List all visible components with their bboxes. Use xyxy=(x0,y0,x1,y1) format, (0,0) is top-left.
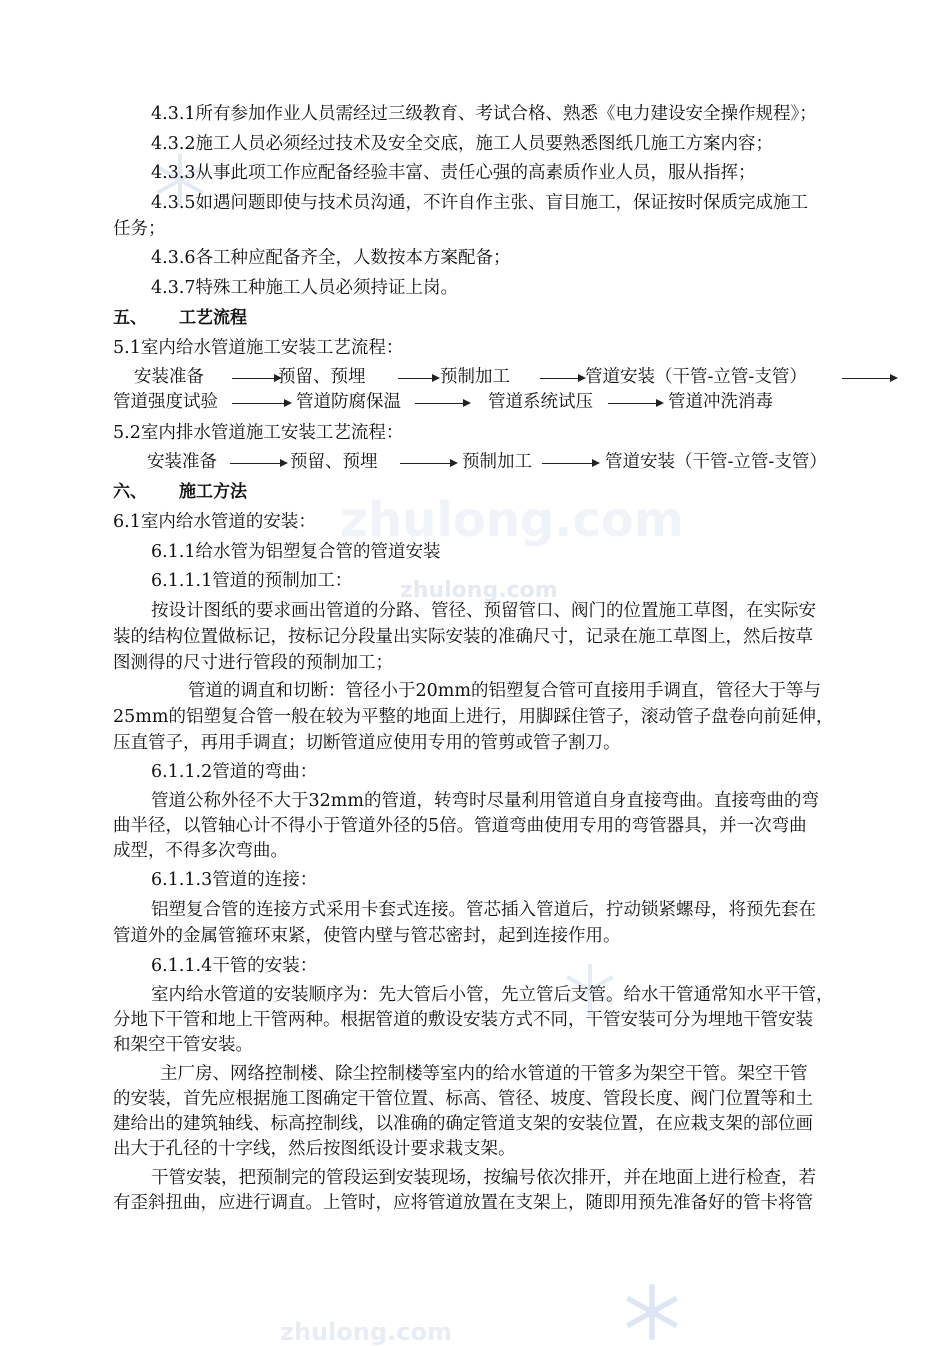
flow-step: 管道防腐保温 xyxy=(296,392,401,412)
body-text: 有歪斜扭曲，应进行调直。上管时，应将管道放置在支架上，随即用预先准备好的管卡将管 xyxy=(113,1193,813,1213)
flow-step: 预留、预埋 xyxy=(278,367,366,387)
section-heading-6 xyxy=(113,479,247,505)
body-text: 管道的调直和切断：管径小于20mm的铝塑复合管可直接用手调直，管径大于等与 xyxy=(188,681,821,701)
flow-arrow xyxy=(400,463,456,464)
paragraph-4-3-2: 4.3.2施工人员必须经过技术及安全交底，施工人员要熟悉图纸几施工方案内容； xyxy=(151,134,774,154)
flow-step: 管道系统试压 xyxy=(488,392,593,412)
body-text: 图测得的尺寸进行管段的预制加工； xyxy=(113,653,393,673)
body-text: 25mm的铝塑复合管一般在较为平整的地面上进行，用脚踩住管子，滚动管子盘卷向前延伸， xyxy=(113,707,834,727)
flow-arrow xyxy=(398,378,438,379)
body-text: 出大于孔径的十字线，然后按图纸设计要求栽支架。 xyxy=(113,1139,516,1159)
body-text: 曲半径，以管轴心计不得小于管道外径的5倍。管道弯曲使用专用的弯管器具，并一次弯曲 xyxy=(113,816,807,836)
watermark-text: zhulong.com xyxy=(400,578,558,603)
flow-step: 预制加工 xyxy=(462,452,532,472)
body-text: 按设计图纸的要求画出管道的分路、管径、预留管口、阀门的位置施工草图，在实际安 xyxy=(151,601,816,621)
flow-arrow xyxy=(842,378,896,379)
body-text: 主厂房、网络控制楼、除尘控制楼等室内的给水管道的干管多为架空干管。架空干管 xyxy=(160,1064,808,1084)
flow-arrow xyxy=(232,378,280,379)
body-text: 的安装，首先应根据施工图确定干管位置、标高、管径、坡度、管段长度、阀门位置等和土 xyxy=(113,1089,813,1109)
body-text: 分地下干管和地上干管两种。根据管道的敷设安装方式不同，干管安装可分为埋地干管安装 xyxy=(113,1010,813,1030)
subsection-6-1-1-4: 6.1.1.4干管的安装： xyxy=(151,956,318,976)
body-text: 室内给水管道的安装顺序为：先大管后小管，先立管后支管。给水干管通常知水平干管， xyxy=(151,985,834,1005)
body-text: 装的结构位置做标记，按标记分段量出实际安装的准确尺寸，记录在施工草图上，然后按草 xyxy=(113,627,813,647)
flow-arrow xyxy=(608,403,662,404)
paragraph-4-3-5-cont: 任务； xyxy=(113,219,166,239)
subsection-5-2: 5.2室内排水管道施工安装工艺流程： xyxy=(113,423,404,443)
flow-arrow xyxy=(232,403,290,404)
watermark-text: zhulong.com xyxy=(280,1318,452,1346)
paragraph-4-3-5: 4.3.5如遇问题即使与技术员沟通，不许自作主张、盲目施工，保证按时保质完成施工 xyxy=(151,193,809,213)
body-text: 铝塑复合管的连接方式采用卡套式连接。管芯插入管道后，拧动锁紧螺母，将预先套在 xyxy=(151,900,816,920)
body-text: 建给出的建筑轴线、标高控制线，以准确的确定管道支架的安装位置，在应栽支架的部位画 xyxy=(113,1114,813,1134)
paragraph-4-3-6: 4.3.6各工种应配备齐全，人数按本方案配备； xyxy=(151,248,511,268)
subsection-6-1-1: 6.1.1给水管为铝塑复合管的管道安装 xyxy=(151,542,441,562)
subsection-6-1: 6.1室内给水管道的安装： xyxy=(113,512,316,532)
flow-step: 预留、预埋 xyxy=(290,452,378,472)
body-text: 压直管子，再用手调直；切断管道应使用专用的管剪或管子割刀。 xyxy=(113,733,621,753)
section-heading-5 xyxy=(113,305,247,331)
flow-arrow xyxy=(542,463,598,464)
flow-arrow xyxy=(230,463,286,464)
subsection-6-1-1-3: 6.1.1.3管道的连接： xyxy=(151,870,318,890)
subsection-6-1-1-2: 6.1.1.2管道的弯曲： xyxy=(151,762,318,782)
body-text: 管道公称外径不大于32mm的管道，转弯时尽量利用管道自身直接弯曲。直接弯曲的弯 xyxy=(151,791,819,811)
watermark-logo-icon xyxy=(620,1280,684,1344)
flow-step: 管道安装（干管-立管-支管） xyxy=(605,452,827,472)
paragraph-4-3-1: 4.3.1所有参加作业人员需经过三级教育、考试合格、熟悉《电力建设安全操作规程》； xyxy=(151,104,817,124)
flow-step: 管道安装（干管-立管-支管） xyxy=(585,367,807,387)
section-title: 工艺流程 xyxy=(179,308,247,328)
section-number: 六、 xyxy=(113,482,147,502)
watermark-text: zhulong.com xyxy=(340,492,684,548)
body-text: 干管安装，把预制完的管段运到安装现场，按编号依次排开，并在地面上进行检查，若 xyxy=(151,1168,816,1188)
section-number: 五、 xyxy=(113,308,147,328)
flow-step: 安装准备 xyxy=(147,452,217,472)
flow-step: 管道冲洗消毒 xyxy=(668,392,773,412)
body-text: 和架空干管安装。 xyxy=(113,1035,253,1055)
flow-step: 管道强度试验 xyxy=(113,392,218,412)
flow-step: 安装准备 xyxy=(134,367,204,387)
paragraph-4-3-7: 4.3.7特殊工种施工人员必须持证上岗。 xyxy=(151,278,459,298)
subsection-6-1-1-1: 6.1.1.1管道的预制加工： xyxy=(151,571,353,591)
paragraph-4-3-3: 4.3.3从事此项工作应配备经验丰富、责任心强的高素质作业人员，服从指挥； xyxy=(151,163,756,183)
body-text: 成型，不得多次弯曲。 xyxy=(113,841,288,861)
flow-arrow xyxy=(540,378,584,379)
body-text: 管道外的金属管箍环束紧，使管内壁与管芯密封，起到连接作用。 xyxy=(113,926,621,946)
subsection-5-1: 5.1室内给水管道施工安装工艺流程： xyxy=(113,338,404,358)
flow-step: 预制加工 xyxy=(440,367,510,387)
flow-arrow xyxy=(415,403,469,404)
section-title: 施工方法 xyxy=(179,482,247,502)
